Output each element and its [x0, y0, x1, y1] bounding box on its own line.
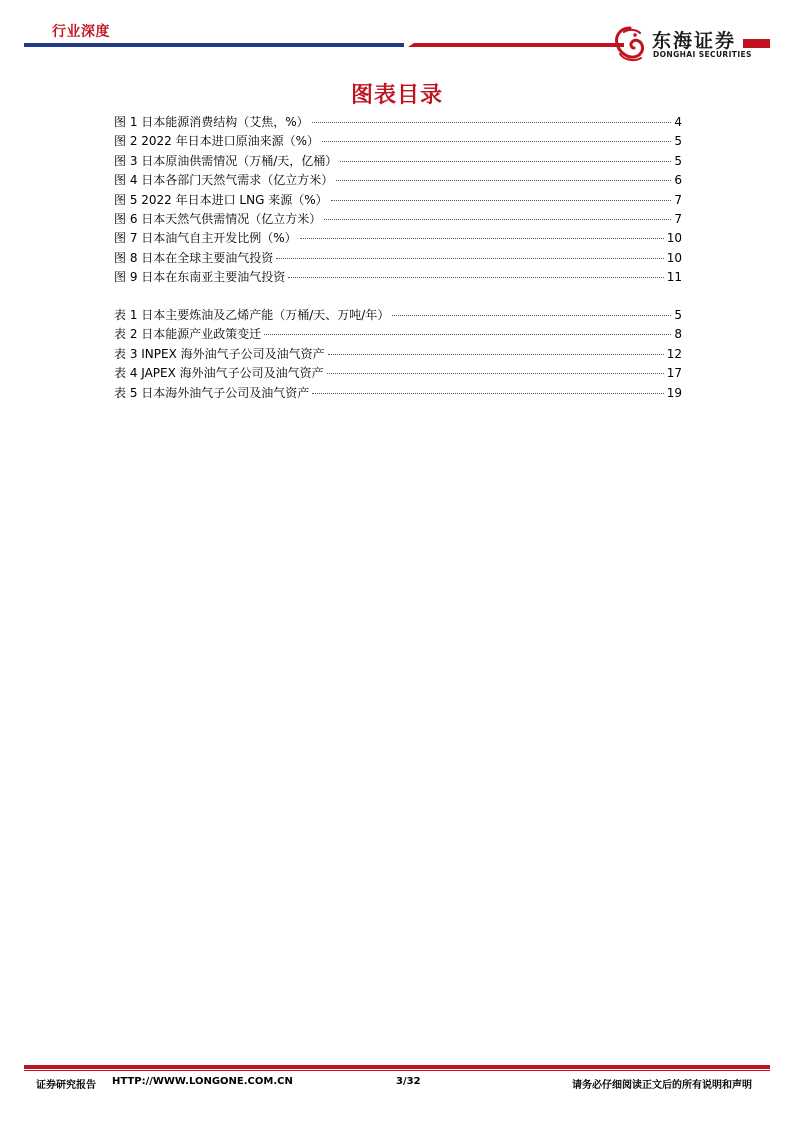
dot-leader — [331, 200, 672, 201]
toc-entry-page: 10 — [666, 250, 682, 265]
toc-entry-figure-7[interactable] — [114, 229, 682, 248]
section-tag: 行业深度 — [52, 24, 110, 40]
toc-entry-page: 6 — [674, 173, 682, 188]
toc-entry-page: 17 — [666, 366, 682, 381]
footer-website-link[interactable]: HTTP://WWW.LONGONE.COM.CN — [112, 1076, 293, 1087]
toc-entry-figure-8[interactable] — [114, 249, 682, 268]
toc-entry-label: 表 1 日本主要炼油及乙烯产能（万桶/天、万吨/年） — [114, 308, 390, 322]
toc-entry-label: 表 4 JAPEX 海外油气子公司及油气资产 — [114, 366, 324, 381]
dot-leader — [328, 354, 664, 355]
toc-entry-page: 19 — [666, 385, 682, 400]
dot-leader — [336, 180, 671, 181]
toc-entry-label: 图 2 2022 年日本进口原油来源（%） — [114, 134, 320, 149]
toc-entry-figure-5[interactable] — [114, 191, 682, 210]
toc-entry-page: 8 — [674, 327, 682, 342]
toc-entry-figure-2[interactable] — [114, 132, 682, 151]
footer-page-number: 3/32 — [396, 1076, 421, 1087]
dot-leader — [300, 238, 664, 239]
dragon-emblem-icon — [610, 24, 650, 64]
toc-entry-figure-4[interactable] — [114, 171, 682, 190]
toc-entry-table-3[interactable] — [114, 345, 682, 364]
toc-entry-page: 5 — [674, 153, 682, 168]
footer-rule-thin — [24, 1070, 770, 1071]
toc-entry-page: 5 — [674, 308, 682, 322]
toc-entry-label: 图 3 日本原油供需情况（万桶/天，亿桶） — [114, 153, 338, 168]
toc-entry-table-4[interactable] — [114, 364, 682, 383]
dot-leader — [322, 141, 671, 142]
toc-entry-label: 图 8 日本在全球主要油气投资 — [114, 250, 274, 265]
logo-accent-bar — [743, 39, 770, 48]
toc-entry-page: 10 — [666, 231, 682, 246]
toc-entry-page: 5 — [674, 134, 682, 149]
toc-entry-page: 12 — [666, 346, 682, 361]
dot-leader — [312, 122, 672, 123]
toc-entry-label: 表 3 INPEX 海外油气子公司及油气资产 — [114, 346, 325, 361]
toc-entry-label: 表 5 日本海外油气子公司及油气资产 — [114, 385, 310, 400]
dot-leader — [340, 161, 671, 162]
toc-entry-table-5[interactable] — [114, 384, 682, 403]
toc-entry-page: 7 — [674, 211, 682, 226]
dot-leader — [312, 393, 663, 394]
dot-leader — [264, 334, 671, 335]
toc-entry-label: 图 4 日本各部门天然气需求（亿立方米） — [114, 173, 334, 188]
footer-disclaimer: 请务必仔细阅读正文后的所有说明和声明 — [572, 1080, 752, 1091]
toc-entry-figure-6[interactable] — [114, 210, 682, 229]
toc-entry-label: 图 9 日本在东南亚主要油气投资 — [114, 270, 286, 285]
footer-rule — [24, 1065, 770, 1069]
table-list — [114, 306, 682, 403]
page-title: 图表目录 — [350, 83, 443, 108]
dot-leader — [276, 258, 663, 259]
toc-entry-label: 表 2 日本能源产业政策变迁 — [114, 327, 262, 342]
toc-entry-page: 7 — [674, 192, 682, 207]
logo-chinese-name: 东海证券 — [652, 30, 737, 52]
dot-leader — [327, 373, 664, 374]
toc-entry-table-1[interactable] — [114, 306, 682, 325]
logo-english-name: DONGHAI SECURITIES — [653, 50, 752, 59]
toc-entry-page: 4 — [674, 115, 682, 129]
dot-leader — [392, 315, 671, 316]
toc-entry-figure-9[interactable] — [114, 268, 682, 287]
toc-entry-label: 图 7 日本油气自主开发比例（%） — [114, 231, 297, 246]
dot-leader — [288, 277, 663, 278]
toc-entry-figure-1[interactable] — [114, 113, 682, 132]
toc-entry-figure-3[interactable] — [114, 152, 682, 171]
toc-entry-page: 11 — [666, 270, 682, 285]
toc-entry-table-2[interactable] — [114, 325, 682, 344]
company-logo — [610, 24, 780, 64]
footer-report-type: 证券研究报告 — [36, 1080, 96, 1091]
toc-entry-label: 图 1 日本能源消费结构（艾焦，%） — [114, 115, 309, 129]
toc-entry-label: 图 5 2022 年日本进口 LNG 来源（%） — [114, 192, 328, 207]
figure-list — [114, 113, 682, 288]
toc-entry-label: 图 6 日本天然气供需情况（亿立方米） — [114, 211, 322, 226]
dot-leader — [324, 219, 671, 220]
header-rule — [24, 42, 624, 48]
